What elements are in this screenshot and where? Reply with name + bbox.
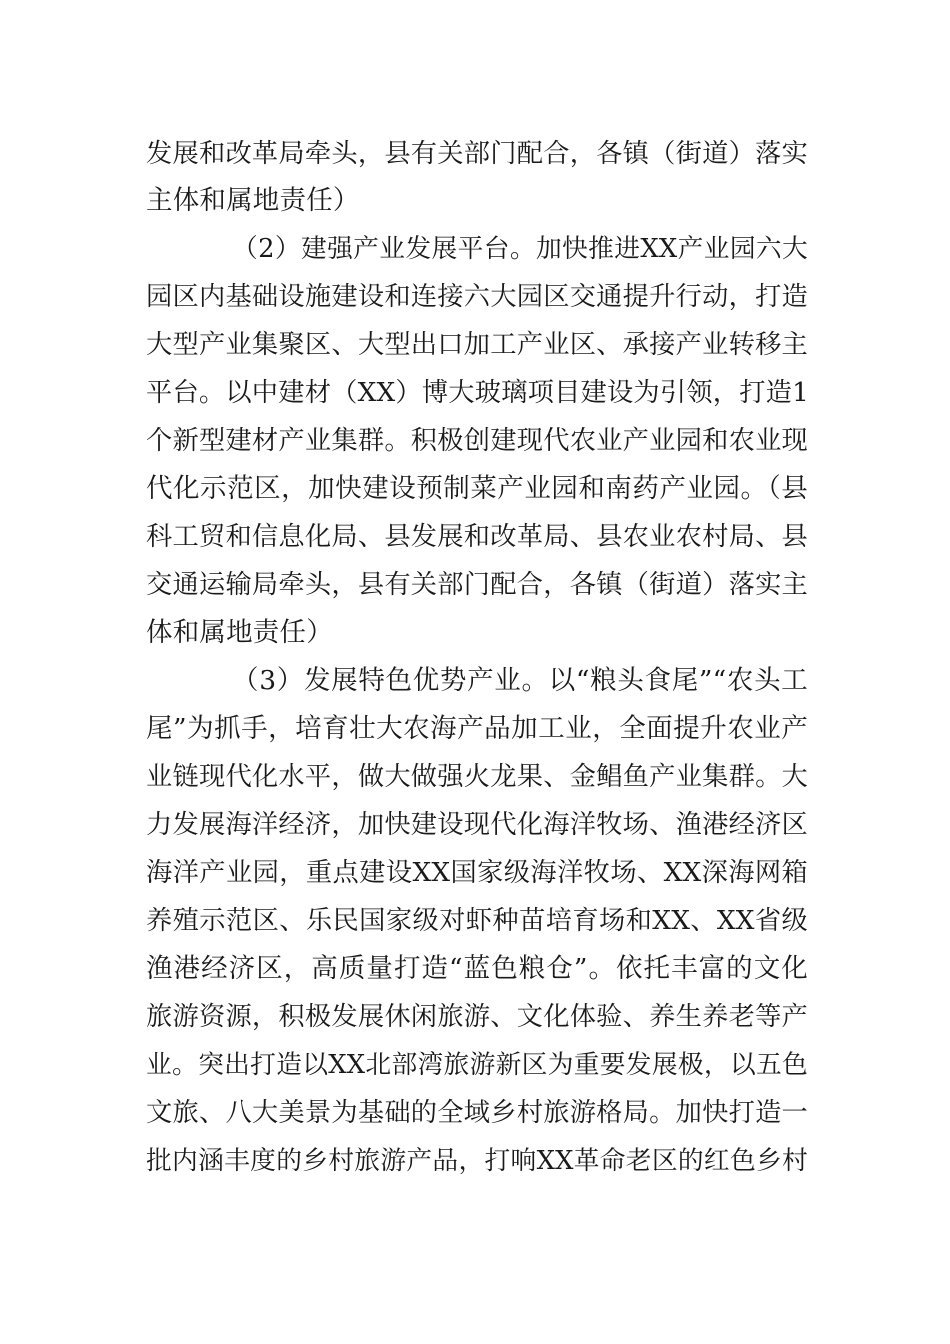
text-line: 发展和改革局牵头，县有关部门配合，各镇（街道）落实 bbox=[146, 139, 808, 169]
text-line: 业。突出打造以XX北部湾旅游新区为重要发展极，以五色 bbox=[146, 1050, 808, 1080]
text-line: 业链现代化水平，做大做强火龙果、金鲳鱼产业集群。大 bbox=[146, 762, 808, 792]
text-line: 主体和属地责任） bbox=[146, 185, 360, 216]
text-line: 旅游资源，积极发展休闲旅游、文化体验、养生养老等产 bbox=[146, 1002, 808, 1032]
text-line: 文旅、八大美景为基础的全域乡村旅游格局。加快打造一 bbox=[146, 1098, 808, 1128]
text-line: 养殖示范区、乐民国家级对虾种苗培育场和XX、XX省级 bbox=[146, 906, 808, 936]
text-line: 尾”为抓手，培育壮大农海产品加工业，全面提升农业产 bbox=[146, 713, 808, 744]
text-line: 大型产业集聚区、大型出口加工产业区、承接产业转移主 bbox=[146, 330, 808, 360]
text-line: 体和属地责任） bbox=[146, 617, 333, 648]
text-line: 园区内基础设施建设和连接六大园区交通提升行动，打造 bbox=[146, 282, 808, 312]
text-line: 平台。以中建材（XX）博大玻璃项目建设为引领，打造1 bbox=[146, 378, 810, 408]
text-line: 渔港经济区，高质量打造“蓝色粮仓”。依托丰富的文化 bbox=[146, 953, 808, 984]
text-line: 交通运输局牵头，县有关部门配合，各镇（街道）落实主 bbox=[146, 570, 808, 600]
text-line: 海洋产业园，重点建设XX国家级海洋牧场、XX深海网箱 bbox=[146, 858, 808, 888]
paragraph-start-line: （2）建强产业发展平台。加快推进XX产业园六大 bbox=[232, 234, 808, 264]
text-line: 个新型建材产业集群。积极创建现代农业产业园和农业现 bbox=[146, 426, 808, 456]
text-line: 科工贸和信息化局、县发展和改革局、县农业农村局、县 bbox=[146, 522, 808, 552]
text-line: 力发展海洋经济，加快建设现代化海洋牧场、渔港经济区 bbox=[146, 810, 808, 840]
text-line: 批内涵丰度的乡村旅游产品，打响XX革命老区的红色乡村 bbox=[146, 1146, 808, 1176]
text-line: 代化示范区，加快建设预制菜产业园和南药产业园。（县 bbox=[146, 473, 808, 504]
paragraph-start-line: （3）发展特色优势产业。以“粮头食尾”“农头工 bbox=[232, 665, 808, 696]
